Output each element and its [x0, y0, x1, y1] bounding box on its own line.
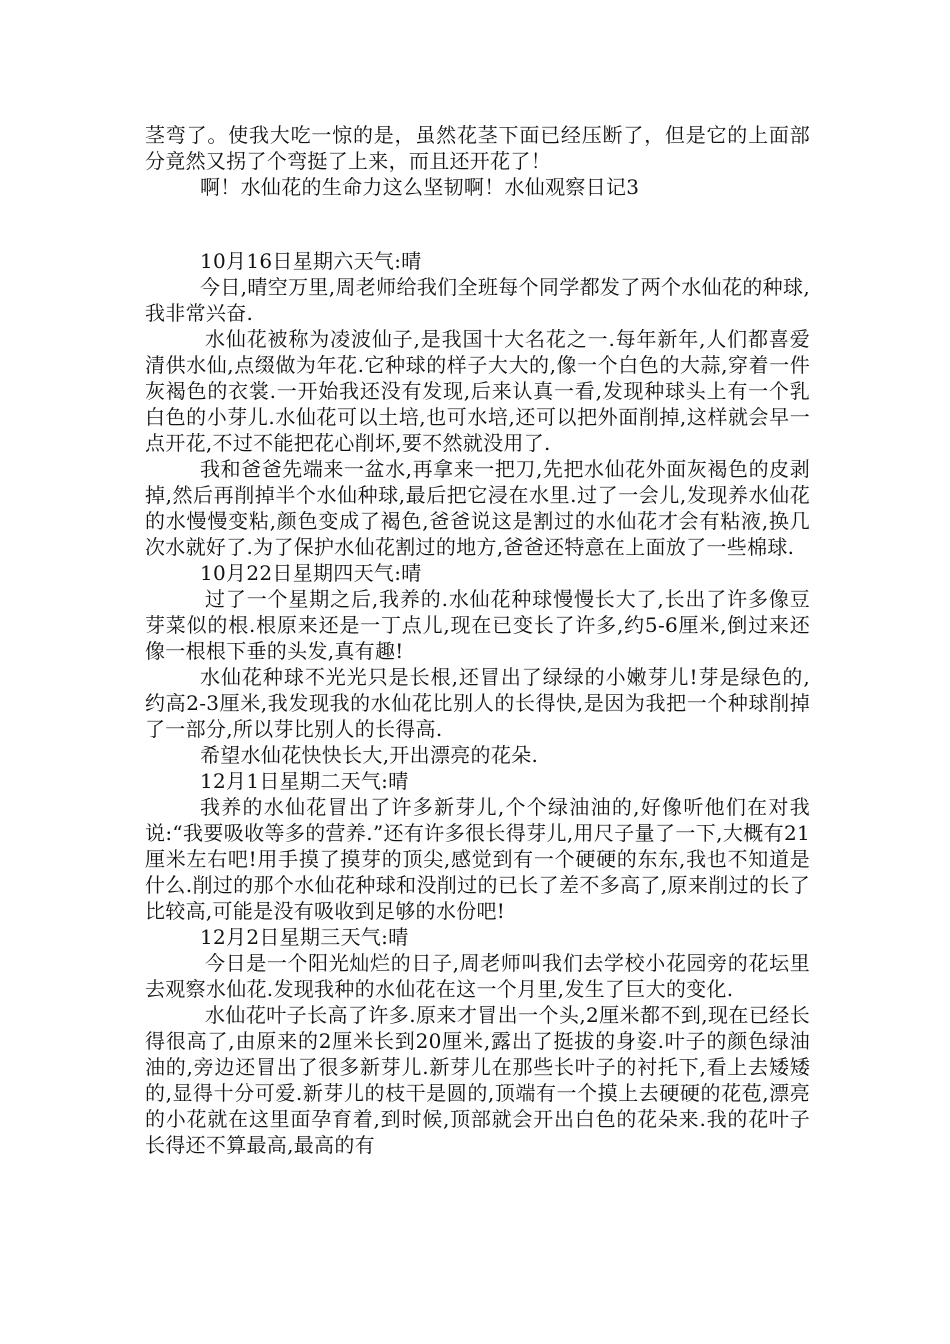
paragraph: 过了一个星期之后,我养的.水仙花种球慢慢长大了,长出了许多像豆芽菜似的根.根原来还是一丁点儿,现在已变长了许多,约5-6厘米,倒过来还像一根根下垂的头发,真有趣! [145, 587, 810, 663]
paragraph: 水仙花叶子长高了许多.原来才冒出一个头,2厘米都不到,现在已经长得很高了,由原来的2厘米长到20厘米,露出了挺拔的身姿.叶子的颜色绿油油的,旁边还冒出了很多新芽儿.新芽儿在那些长叶子的衬托下,看上去矮矮的,显得十分可爱.新芽儿的枝干是圆的,顶端有一个摸上去硬硬的花苞,漂亮的小花就在这里面孕育着,到时候,顶部就会开出白色的花朵来.我的花叶子长得还不算最高,最高的有 [145, 1003, 810, 1157]
paragraph: 我养的水仙花冒出了许多新芽儿,个个绿油油的,好像听他们在对我说:“我要吸收等多的营养.”还有许多很长得芽儿,用尺子量了一下,大概有21厘米左右吧!用手摸了摸芽的顶尖,感觉到有一个硬硬的东东,我也不知道是什么.削过的那个水仙花种球和没削过的已长了差不多高了,原来削过的长了比较高,可能是没有吸收到足够的水份吧! [145, 795, 810, 923]
paragraph: 希望水仙花快快长大,开出漂亮的花朵. [200, 743, 539, 767]
paragraph: 茎弯了。使我大吃一惊的是，虽然花茎下面已经压断了，但是它的上面部分竟然又拐了个弯挺了上来，而且还开花了！ [145, 123, 810, 173]
diary-text-section [145, 248, 810, 1158]
paragraph: 我和爸爸先端来一盆水,再拿来一把刀,先把水仙花外面灰褐色的皮剥掉,然后再削掉半个水仙种球,最后把它浸在水里.过了一会儿,发现养水仙花的水慢慢变粘,颜色变成了褐色,爸爸说这是割过的水仙花才会有粘液,换几次水就好了.为了保护水仙花割过的地方,爸爸还特意在上面放了一些棉球. [145, 457, 810, 559]
paragraph: 水仙花被称为凌波仙子,是我国十大名花之一.每年新年,人们都喜爱清供水仙,点缀做为年花.它种球的样子大大的,像一个白色的大蒜,穿着一件灰褐色的衣裳.一开始我还没有发现,后来认真一看,发现种球头上有一个乳白色的小芽儿.水仙花可以土培,也可水培,还可以把外面削掉,这样就会早一点开花,不过不能把花心削坏,要不然就没用了. [145, 327, 810, 455]
paragraph: 水仙花种球不光光只是长根,还冒出了绿绿的小嫩芽儿!芽是绿色的,约高2-3厘米,我发现我的水仙花比别人的长得快,是因为我把一个种球削掉了一部分,所以芽比别人的长得高. [145, 665, 810, 741]
paragraph: 今日是一个阳光灿烂的日子,周老师叫我们去学校小花园旁的花坛里去观察水仙花.发现我种的水仙花在这一个月里,发生了巨大的变化. [145, 951, 810, 1001]
paragraph: 啊！水仙花的生命力这么坚韧啊！水仙观察日记3 [200, 175, 640, 199]
top-text-section [145, 122, 810, 200]
diary-date-line: 10月22日星期四天气:晴 [200, 561, 422, 585]
diary-date-line: 12月1日星期二天气:晴 [200, 769, 409, 793]
diary-date-line: 12月2日星期三天气:晴 [200, 925, 409, 949]
paragraph: 今日,晴空万里,周老师给我们全班每个同学都发了两个水仙花的种球,我非常兴奋. [145, 275, 810, 325]
diary-date-line: 10月16日星期六天气:晴 [200, 249, 422, 273]
